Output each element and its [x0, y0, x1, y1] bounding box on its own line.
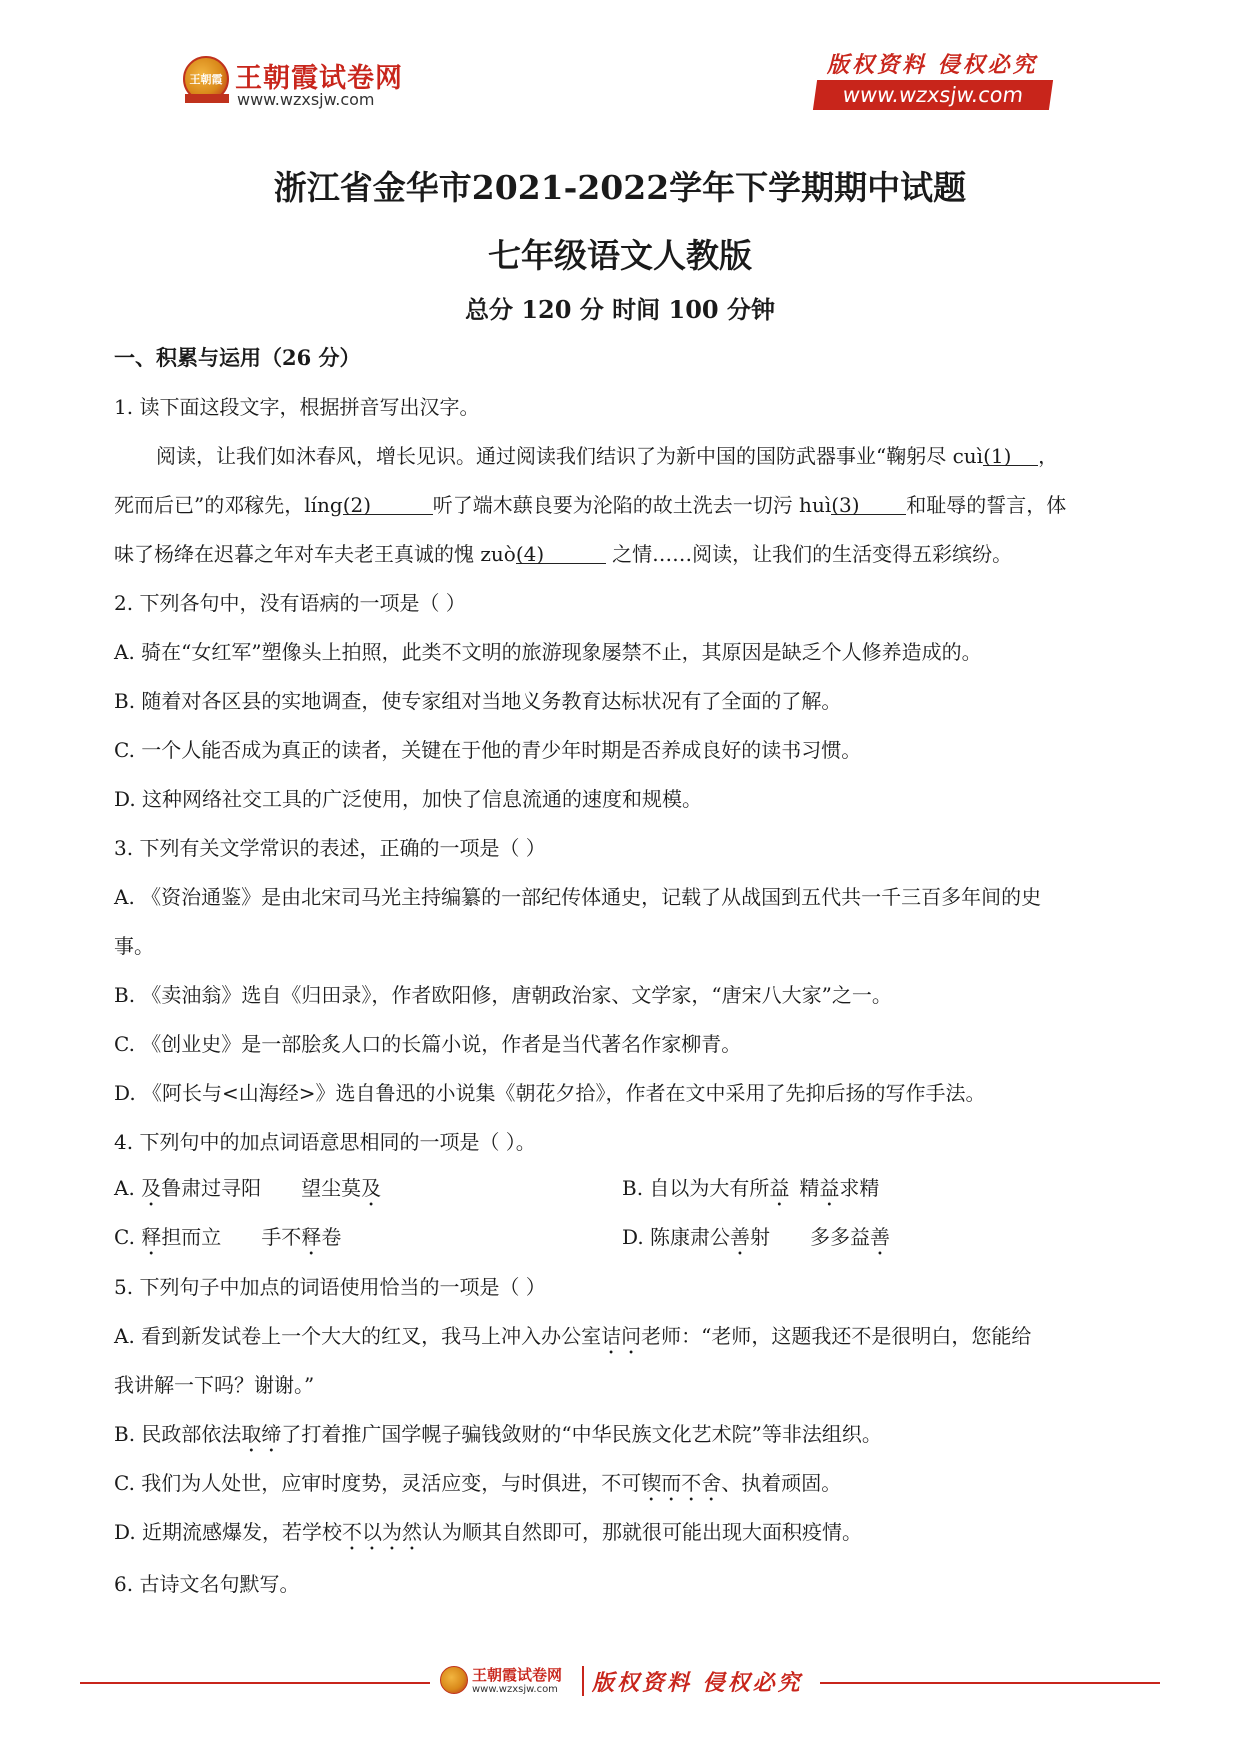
- dotted-word: 不以为然: [342, 1520, 423, 1544]
- question-6-stem: 6. 古诗文名句默写。: [114, 1572, 300, 1596]
- section-heading: 一、积累与运用（26 分）: [114, 345, 361, 370]
- blank-3[interactable]: [831, 493, 906, 515]
- logo-name: 王朝霞试卷网: [235, 63, 403, 94]
- blank-4-number: (4): [515, 542, 545, 566]
- q1-text: ，: [1038, 444, 1059, 468]
- question-2-option-d[interactable]: D. 这种网络社交工具的广泛使用，加快了信息流通的速度和规模。: [114, 787, 703, 811]
- footer-logo: [440, 1660, 820, 1706]
- question-5-option-a-cont: 我讲解一下吗？谢谢。”: [114, 1373, 315, 1397]
- question-1-paragraph-line-1: [156, 440, 1176, 469]
- dotted-char: 益: [819, 1176, 840, 1200]
- dotted-char: 释: [301, 1225, 322, 1249]
- exam-subtitle: 七年级语文人教版: [488, 236, 752, 275]
- dotted-word: 取缔: [241, 1422, 282, 1446]
- q1-text: 听了端木蕻良要为沦陷的故土洗去一切污 huì: [432, 493, 832, 517]
- dotted-char: 释: [141, 1225, 162, 1249]
- site-logo: [183, 52, 423, 114]
- question-4-option-b[interactable]: [622, 1172, 879, 1211]
- footer-divider-left: [80, 1682, 430, 1684]
- copyright-banner: [815, 48, 1055, 112]
- option-text: 多多益: [810, 1225, 871, 1249]
- question-4-option-d[interactable]: [622, 1221, 890, 1260]
- dotted-word: 锲而不舍: [641, 1471, 722, 1495]
- footer-copyright: 版权资料 侵权必究: [592, 1671, 803, 1696]
- exam-info: 总分 120 分 时间 100 分钟: [465, 295, 775, 324]
- footer-separator: [582, 1666, 584, 1696]
- option-text: 望尘莫: [301, 1176, 362, 1200]
- option-text: 老师：“老师，这题我还不是很明白，您能给: [641, 1324, 1032, 1348]
- question-5-option-b[interactable]: [114, 1418, 1134, 1457]
- footer-site-name: 王朝霞试卷网: [472, 1666, 563, 1684]
- option-text: 自以为大有所: [649, 1176, 770, 1200]
- option-text: A. 看到新发试卷上一个大大的红叉，我马上冲入办公室: [114, 1324, 602, 1348]
- blank-4[interactable]: [516, 542, 606, 564]
- question-3-option-a-cont: 事。: [114, 934, 154, 958]
- question-5-option-a[interactable]: [114, 1320, 1134, 1359]
- logo-ribbon: [185, 94, 229, 103]
- question-5-option-d[interactable]: [114, 1516, 1134, 1555]
- question-5-option-c[interactable]: [114, 1467, 1134, 1506]
- footer-divider-right: [820, 1682, 1160, 1684]
- dotted-char: 及: [361, 1176, 382, 1200]
- option-label: C.: [114, 1225, 142, 1249]
- question-2-option-a[interactable]: A. 骑在“女红军”塑像头上拍照，此类不文明的旅游现象屡禁不止，其原因是缺乏个人修养造成的。: [114, 640, 982, 664]
- q1-text: 死而后已”的邓稼先，líng: [114, 493, 343, 517]
- option-text: C. 我们为人处世，应审时度势，灵活应变，与时俱进，不可: [114, 1471, 642, 1495]
- site-url-link[interactable]: www.wzxsjw.com: [813, 80, 1053, 110]
- blank-3-number: (3): [831, 493, 860, 517]
- exam-title: 浙江省金华市2021-2022学年下学期期中试题: [273, 168, 967, 207]
- option-text: 卷: [321, 1225, 342, 1249]
- copyright-text: 版权资料 侵权必究: [827, 53, 1038, 78]
- option-text: 求精: [839, 1176, 880, 1200]
- question-1-stem: 1. 读下面这段文字，根据拼音写出汉字。: [114, 395, 480, 419]
- dotted-char: 善: [730, 1225, 751, 1249]
- blank-2[interactable]: [343, 493, 433, 515]
- option-text: 手不: [261, 1225, 302, 1249]
- option-text: 认为顺其自然即可，那就很可能出现大面积疫情。: [422, 1520, 863, 1544]
- q1-text: 阅读，让我们如沐春风，增长见识。通过阅读我们结识了为新中国的国防武器事业“鞠躬尽 cuì: [156, 444, 984, 468]
- option-label: B.: [622, 1176, 650, 1200]
- option-text: 、执着顽固。: [721, 1471, 842, 1495]
- question-2-option-c[interactable]: C. 一个人能否成为真正的读者，关键在于他的青少年时期是否养成良好的读书习惯。: [114, 738, 862, 762]
- option-text: 陈康肃公: [650, 1225, 731, 1249]
- logo-seal-text: 王朝霞: [189, 73, 223, 86]
- question-5-stem: 5. 下列句子中加点的词语使用恰当的一项是（ ）: [114, 1275, 546, 1299]
- option-label: A.: [114, 1176, 142, 1200]
- dotted-char: 益: [769, 1176, 790, 1200]
- question-1-paragraph-line-3: [114, 538, 1134, 567]
- logo-url: www.wzxsjw.com: [237, 90, 375, 109]
- blank-1[interactable]: [983, 444, 1038, 466]
- option-text: 了打着推广国学幌子骗钱敛财的“中华民族文化艺术院”等非法组织。: [281, 1422, 882, 1446]
- dotted-char: 善: [870, 1225, 891, 1249]
- question-3-option-c[interactable]: C. 《创业史》是一部脍炙人口的长篇小说，作者是当代著名作家柳青。: [114, 1032, 742, 1056]
- question-4-option-a[interactable]: [114, 1172, 381, 1211]
- option-text: D. 近期流感爆发，若学校: [114, 1520, 343, 1544]
- page-footer: [0, 1660, 1240, 1706]
- q1-text: 之情……阅读，让我们的生活变得五彩缤纷。: [605, 542, 1013, 566]
- question-3-option-d[interactable]: D. 《阿长与<山海经>》选自鲁迅的小说集《朝花夕拾》，作者在文中采用了先抑后扬的写作手法。: [114, 1081, 986, 1105]
- question-4-option-c[interactable]: [114, 1221, 341, 1260]
- option-text: B. 民政部依法: [114, 1422, 242, 1446]
- dotted-word: 诘问: [601, 1324, 642, 1348]
- option-text: 精: [799, 1176, 820, 1200]
- question-3-option-a[interactable]: A. 《资治通鉴》是由北宋司马光主持编纂的一部纪传体通史，记载了从战国到五代共一千三百多年间的史: [114, 885, 1042, 909]
- dotted-char: 及: [141, 1176, 162, 1200]
- footer-seal-icon: [440, 1666, 468, 1694]
- question-3-stem: 3. 下列有关文学常识的表述，正确的一项是（ ）: [114, 836, 546, 860]
- q1-text: 和耻辱的誓言，体: [906, 493, 1067, 517]
- blank-1-number: (1): [983, 444, 1012, 468]
- q1-text: 味了杨绛在迟暮之年对车夫老王真诚的愧 zuò: [114, 542, 516, 566]
- option-text: 担而立: [161, 1225, 222, 1249]
- option-text: 射: [750, 1225, 771, 1249]
- blank-2-number: (2): [342, 493, 372, 517]
- question-2-option-b[interactable]: B. 随着对各区县的实地调查，使专家组对当地义务教育达标状况有了全面的了解。: [114, 689, 842, 713]
- option-text: 鲁肃过寻阳: [161, 1176, 262, 1200]
- question-1-paragraph-line-2: [114, 489, 1134, 518]
- question-2-stem: 2. 下列各句中，没有语病的一项是（ ）: [114, 591, 466, 615]
- footer-url[interactable]: www.wzxsjw.com: [472, 1684, 558, 1695]
- question-4-stem: 4. 下列句中的加点词语意思相同的一项是（ ）。: [114, 1130, 536, 1154]
- option-label: D.: [622, 1225, 651, 1249]
- question-3-option-b[interactable]: B. 《卖油翁》选自《归田录》，作者欧阳修，唐朝政治家、文学家，“唐宋八大家”之一。: [114, 983, 892, 1007]
